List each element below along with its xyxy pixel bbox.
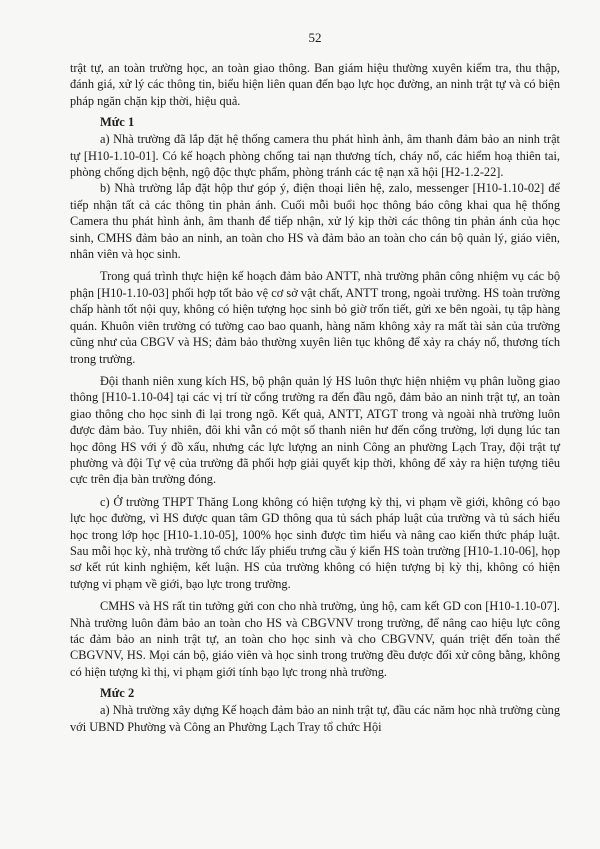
paragraph-antt-plan: Trong quá trình thực hiện kế hoạch đảm bảo ANTT, nhà trường phân công nhiệm vụ các bộ phận [H10-1.10-03] phối hợp tốt bảo vệ cơ sở vật chất, ANTT trong, ngoài trường. HS toàn trường chấp hành tốt nội quy, không có hiện tượng học sinh bỏ giờ trốn tiết, gửi xe bên ngoài, tụ tập hàng quán. Khuôn viên trường có tường cao bao quanh, hàng năm không xảy ra mất tài sản của trường cũng như của CBGV và HS; đảm bảo thường xuyên liên tục không để xảy ra cháy nổ, thương tích trong trường. [70,269,560,366]
heading-muc-2: Mức 2 [100,686,135,701]
paragraph-muc1-b: b) Nhà trường lắp đặt hộp thư góp ý, điện thoại liên hệ, zalo, messenger [H10-1.10-02] để tiếp nhận tất cả các thông tin phản ánh. Cuối mỗi buổi học thông báo công khai qua hệ thống Camera thu phát hình ảnh, âm thanh để tiếp nhận, xử lý kịp thời các thông tin phản ánh của học sinh, CMHS đảm bảo an ninh, an toàn cho HS và đảm bảo an toàn cho cán bộ quản lý, giáo viên, nhân viên và học sinh. [70,181,560,262]
heading-muc-1: Mức 1 [100,115,135,130]
page-number: 52 [308,30,322,45]
paragraph-youth-team: Đội thanh niên xung kích HS, bộ phận quản lý HS luôn thực hiện nhiệm vụ phân luồng giao thông [H10-1.10-04] tại các vị trí từ cổng trường ra đến đầu ngõ, đảm bảo an ninh trật tự, an toàn giao thông cho học sinh đi lại trong ngõ. Kết quả, ANTT, ATGT trong và ngoài nhà trường luôn được đảm bảo. Tuy nhiên, đôi khi vẫn có một số thanh niên hư đến cổng trường, lợi dụng lúc tan học đông HS với ý đồ xấu, nhưng các lực lượng an ninh Công an phường Lạch Tray, đội trật tự phường và đội Tự vệ của trường đã phối hợp giải quyết kịp thời, không để xảy ra hiện tượng tiêu cực trên địa bàn trường đóng. [70,373,560,487]
paragraph-intro-continuation: trật tự, an toàn trường học, an toàn giao thông. Ban giám hiệu thường xuyên kiểm tra, thu thập, đánh giá, xử lý các thông tin, biểu hiện liên quan đến bạo lực học đường, an ninh trật tự và có biện pháp ngăn chặn kịp thời, hiệu quả. [70,61,560,108]
paragraph-muc1-a: a) Nhà trường đã lắp đặt hệ thống camera thu phát hình ảnh, âm thanh đảm bảo an ninh trật tự [H10-1.10-01]. Có kế hoạch phòng chống tai nạn thương tích, cháy nổ, các hiểm hoạ thiên tai, phòng chống dịch bệnh, ngộ độc thực phẩm, phòng tránh các tệ nạn xã hội [H2-1.2-22]. [70,132,560,180]
paragraph-muc1-c: c) Ở trường THPT Thăng Long không có hiện tượng kỳ thị, vi phạm về giới, không có bạo lực học đường, vì HS được quan tâm GD thông qua tủ sách pháp luật của trường và tủ sách hiểu học trong lớp học [H10-1.10-05], 100% học sinh được tìm hiểu và nâng cao kiến thức pháp luật. Sau mỗi học kỳ, nhà trường tổ chức lấy phiếu trưng cầu ý kiến HS toàn trường [H10-1.10-06], họp sơ kết rút kinh nghiệm, kết luận. HS của trường không có hiện tượng bị kỳ thị, không có hiện tượng vi phạm về giới, bạo lực trong trường. [70,494,560,591]
paragraph-muc2-a: a) Nhà trường xây dựng Kế hoạch đảm bảo an ninh trật tự, đầu các năm học nhà trường cùng với UBND Phường và Công an Phường Lạch Tray tổ chức Hội [70,703,560,734]
paragraph-parents-trust: CMHS và HS rất tin tưởng gửi con cho nhà trường, ủng hộ, cam kết GD con [H10-1.10-07]. Nhà trường luôn đảm bảo an toàn cho HS và CBGVNV trong trường, để nâng cao hiệu lực công tác đảm bảo an ninh trật tự, an toàn cho học sinh và cho CBGVNV, quán triệt đến toàn thể CBGVNV, HS. Mọi cán bộ, giáo viên và học sinh trong trường đều được đối xử công bằng, không có hiện tượng kì thị, vi phạm giới tính bạo lực trong nhà trường. [70,599,560,679]
